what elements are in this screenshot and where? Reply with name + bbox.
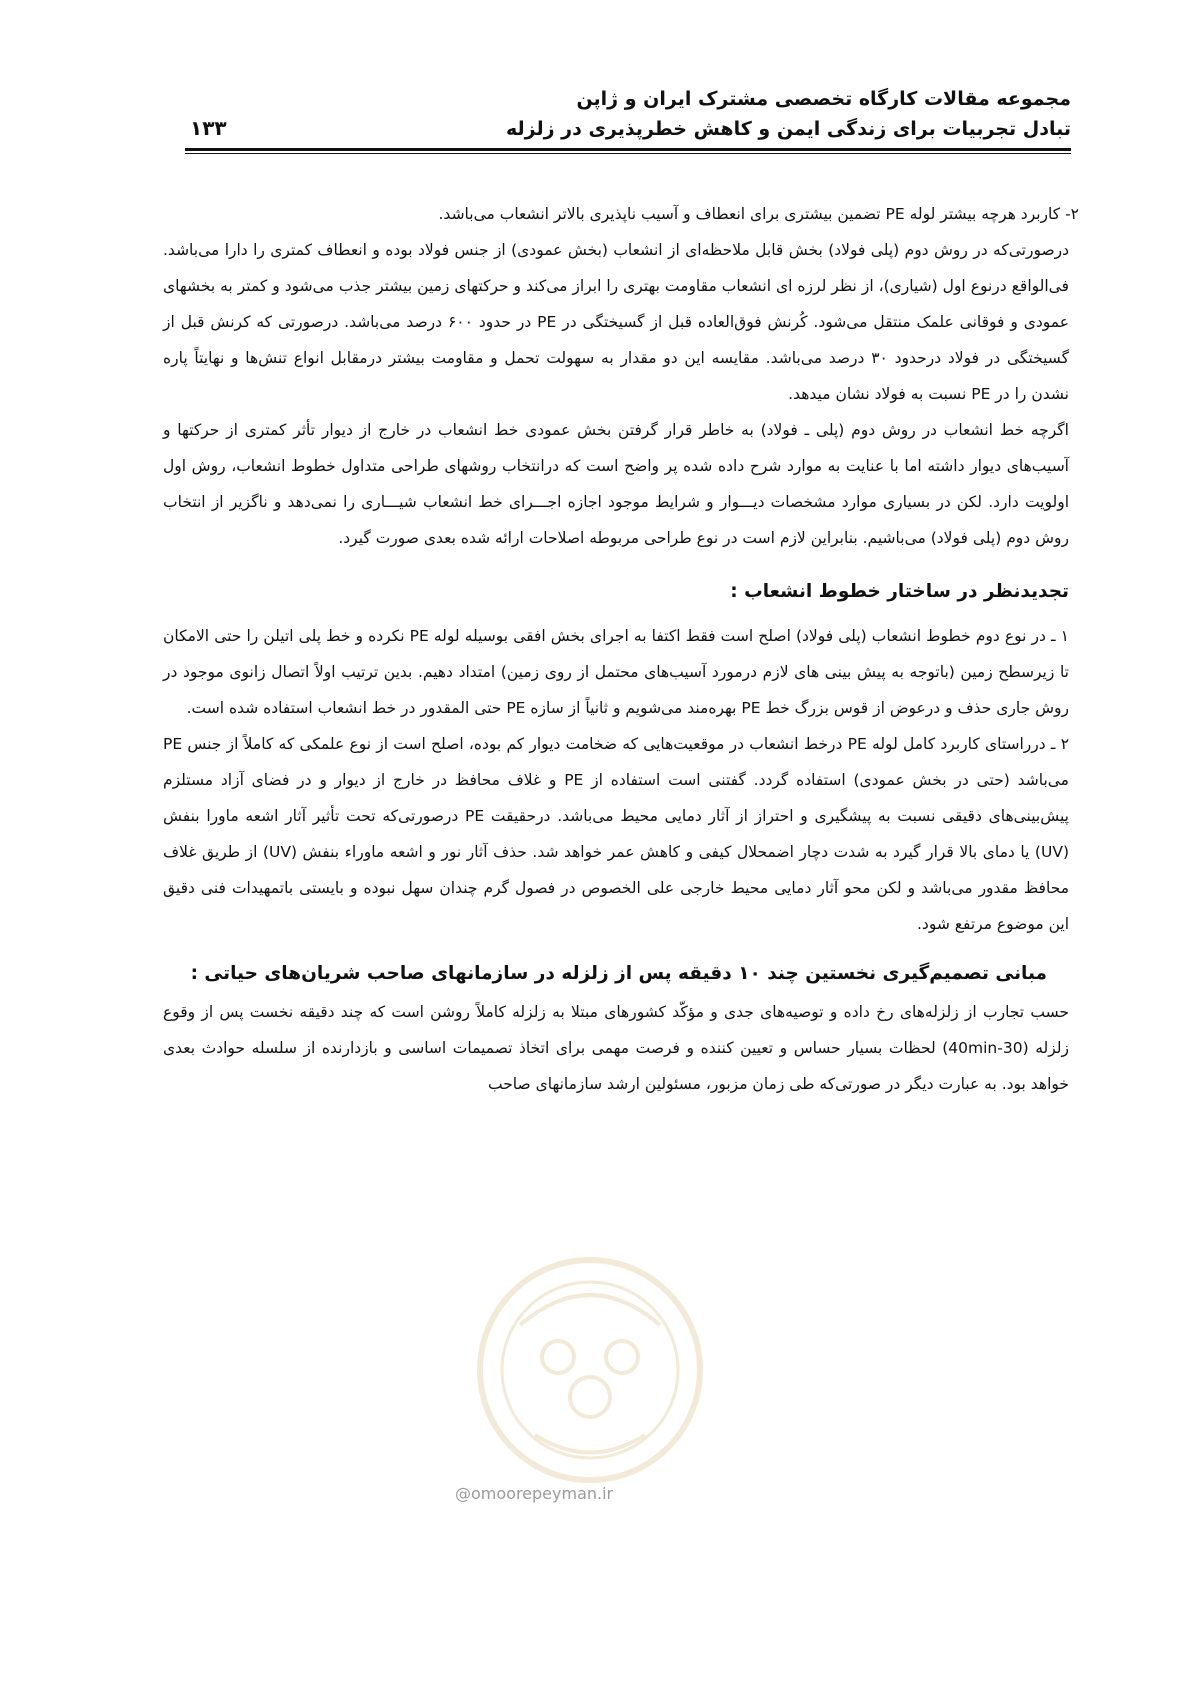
section-heading-branch-revision: تجدیدنظر در ساختار خطوط انشعاب :: [730, 581, 1069, 602]
watermark-url: @omoorepeyman.ir: [455, 1484, 614, 1503]
list-item-2: ۲ ـ درراستای کاربرد کامل لوله PE درخط انشعاب در موقعیت‌هایی که ضخامت دیوار کم بوده، اصلح است از نوع علمکی که کاملاً از جنس PE می‌باشد (حتی در بخش عمودی) استفاده گردد. گفتنی است استفاده از PE و غلاف محافظ در خارج از دیوار و در فضای آزاد مستلزم پیش‌بینی‌های دقیقی نسبت به پیشگیری و احتراز از آثار دمایی محیط می‌باشد. درحقیقت PE درصورتی‌که تحت تأثیر آثار اشعه ماورا بنفش (UV) یا دمای بالا قرار گیرد به شدت دچار اضمحلال کیفی و کاهش عمر خواهد شد. حذف آثار نور و اشعه ماوراء بنفش (UV) از طریق غلاف محافظ مقدور می‌باشد و لکن محو آثار دمایی محیط خارجی علی الخصوص در فصول گرم چندان سهل نبوده و بایستی باتمهیدات فنی دقیق این موضوع مرتفع شود.: [163, 735, 1070, 933]
paragraph-first-minutes: حسب تجارب از زلزله‌های رخ داده و توصیه‌های جدی و مؤکّد کشورهای مبتلا به زلزله کاملاً روشن است که چند دقیقه نخست پس از وقوع زلزله (30-40min) لحظات بسیار حساس و تعیین کننده و فرصت مهمی برای اتخاذ تصمیمات اساسی و بازدارنده از سلسله حوادث بعدی خواهد بود. به عبارت دیگر در صورتی‌که طی زمان مزبور، مسئولین ارشد سازمانهای صاحب: [163, 1003, 1069, 1093]
running-header-subtitle: تبادل تجربیات برای زندگی ایمن و کاهش خطرپذیری در زلزله: [506, 118, 1071, 140]
paragraph-branch-line: اگرچه خط انشعاب در روش دوم (پلی ـ فولاد) به خاطر قرار گرفتن بخش عمودی خط انشعاب در خارج از دیوار تأثر کمتری از حرکتها و آسیب‌های دیوار داشته اما با عنایت به موارد شرح داده شده پر واضح است که درانتخاب روشهای طراحی متداول خطوط انشعاب، روش اول اولویت دارد. لکن در بسیاری موارد مشخصات دیـــوار و شرایط موجود اجازه اجـــرای خط انشعاب شیـــاری را نمی‌دهد و ناگزیر از انتخاب روش دوم (پلی فولاد) می‌باشیم. بنابراین لازم است در نوع طراحی مربوطه اصلاحات ارائه شده بعدی صورت گیرد.: [163, 421, 1069, 547]
running-header-title: مجموعه مقالات کارگاه تخصصی مشترک ایران و ژاپن: [576, 88, 1071, 110]
paragraph-comparison: درصورتی‌که در روش دوم (پلی فولاد) بخش قابل ملاحظه‌ای از انشعاب (بخش عمودی) از جنس فولاد بوده و انعطاف کمتری را دارا می‌باشد. فی‌الواقع درنوع اول (شیاری)، از نظر لرزه ای انشعاب مقاومت بهتری را ابراز می‌کند و حرکتهای زمین بیشتر جذب می‌شود و کمتر به بخشهای عمودی و فوقانی علمک منتقل می‌شود. کُرنش فوق‌العاده قبل از گسیختگی در PE در حدود ۶۰۰ درصد می‌باشد. درصورتی که کرنش قبل از گسیختگی در فولاد درحدود ۳۰ درصد می‌باشد. مقایسه این دو مقدار به سهولت تحمل و مقاومت بیشتر درمقابل انواع تنش‌ها و نهایتاً پاره نشدن را در PE نسبت به فولاد نشان میدهد.: [163, 241, 1069, 403]
watermark-seal-icon: [450, 1245, 730, 1495]
body-text: [163, 196, 1079, 1102]
page-number: ۱۳۳: [190, 116, 227, 140]
header-rule-thin: [185, 153, 1071, 154]
header-rule-thick: [185, 148, 1071, 151]
paragraph-point-2: ۲- کاربرد هرچه بیشتر لوله PE تضمین بیشتری برای انعطاف و آسیب ناپذیری بالاتر انشعاب می‌باشد.: [438, 205, 1079, 223]
section-heading-decision-basis: مبانی تصمیم‌گیری نخستین چند ۱۰ دقیقه پس از زلزله در سازمانهای صاحب شریان‌های حیاتی :: [190, 963, 1047, 984]
list-item-1: ۱ ـ در نوع دوم خطوط انشعاب (پلی فولاد) اصلح است فقط اکتفا به اجرای بخش افقی بوسیله لوله PE نکرده و خط پلی اتیلن را حتی الامکان تا زیرسطح زمین (باتوجه به پیش بینی های لازم درمورد آسیب‌های محتمل از روی زمین) امتداد دهیم. بدین ترتیب اولاً اتصال زانوی موجود در روش جاری حذف و درعوض از قوس بزرگ خط PE بهره‌مند می‌شویم و ثانیاً از سازه PE حتی المقدور در خط انشعاب استفاده شده است.: [163, 627, 1069, 717]
